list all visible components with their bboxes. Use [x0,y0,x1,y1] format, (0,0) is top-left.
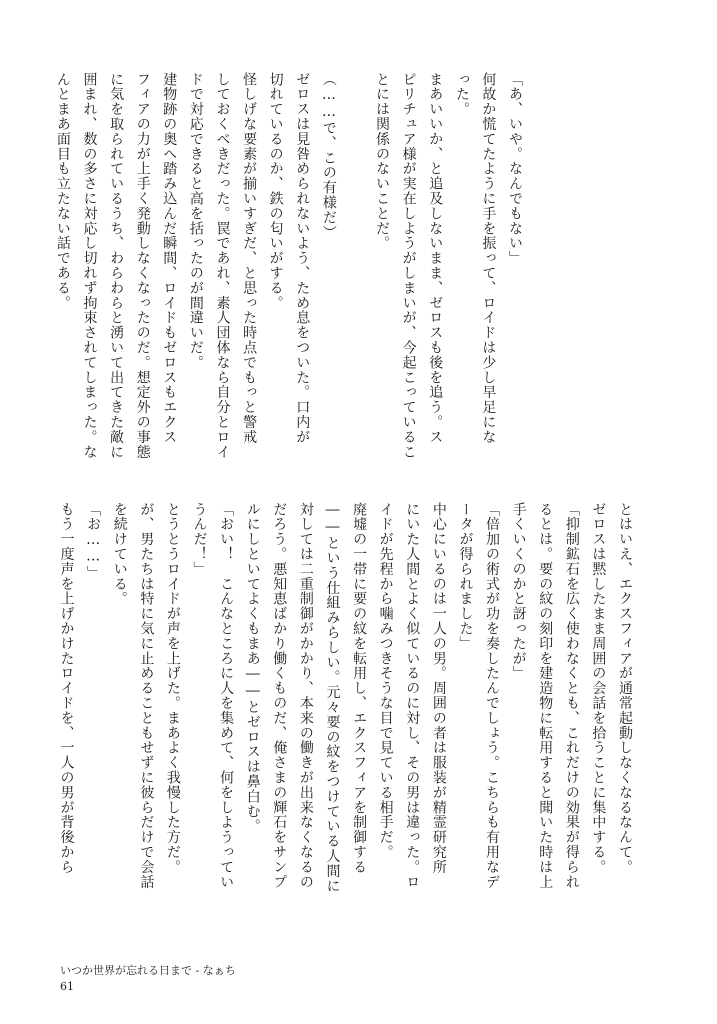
text-column: とうとうロイドが声を上げた。まあよく我慢した方だ。 [164,502,181,875]
text-column: を続けている。 [111,502,128,607]
text-column: ゼロスは黙したまま周囲の会話を拾うことに集中する。 [590,502,607,875]
text-column: （……で、この有様だ） [320,72,337,240]
text-column: だろう。悪知恵ばかり働くものだ、俺さまの輝石をサンプ [271,502,288,890]
text-column: ドで対応できると高を括ったのが間違いだ。 [187,72,204,370]
text-column: ピリチュア様が実在しようがしまいが、今起こっているこ [400,72,417,460]
text-column: 「お……」 [85,502,102,581]
text-column: フィアの力が上手く発動しなくなったのだ。想定外の事態 [134,72,151,460]
text-column: 切れているのか、鉄の匂いがする。 [267,72,284,311]
text-column: 対しては二重制御がかかり、本来の働きが出来なくなるの [297,502,314,890]
text-column [342,72,369,482]
text-column: ルにしといてよくもまあ――とゼロスは鼻白む。 [244,502,261,834]
text-column: 怪しげな要素が揃いすぎだ、と思った時点でもっと警戒 [241,72,258,445]
text-column: 手くいくのかと訝ったが」 [510,502,527,681]
text-column: が、男たちは特に気に止めることもせずに彼らだけで会話 [138,502,155,890]
upper-text-block [54,72,528,482]
text-column: んとまあ面目も立たない話である。 [54,72,71,311]
text-column: とはいえ、エクスフィアが通常起動しなくなるなんて。 [617,502,633,875]
text-column: ゼロスは見咎められないよう、ため息をついた。口内が [294,72,311,445]
text-column: とには関係のないことだ。 [374,72,391,251]
text-column: ――という仕組みらしい。元々要の紋をつけている人間に [324,502,341,894]
text-column: に気を取られているうち、わらわらと湧いて出てきた敵に [108,72,125,460]
text-column: ータが得られました」 [457,502,474,651]
text-column: もう一度声を上げかけたロイドを、一人の男が背後から [58,502,75,875]
text-column: 中心にいるのは一人の男。周囲の者は服装が精霊研究所 [430,502,447,875]
text-column: 「おい！ こんなところに人を集めて、何をしようってい [218,502,235,890]
footer-title: いつか世界が忘れる日まで - なぁち [60,964,236,977]
page-number: 61 [60,980,74,993]
text-column: 廃墟の一帯に要の紋を転用し、エクスフィアを制御する [351,502,368,875]
lower-text-block [58,502,638,912]
text-column: うんだ！」 [191,502,208,577]
text-column: まあいいか、と追及しないまま、ゼロスも後を追う。ス [427,72,444,445]
text-column: 「あ、いや。なんでもない」 [507,72,523,266]
text-column: にいた人間とよく似ているのに対し、その男は違った。ロ [404,502,421,890]
text-column: しておくべきだった。罠であれ、素人団体なら自分とロイ [214,72,231,460]
text-column: 囲まれ、数の多さに対応し切れず拘束されてしまった。な [81,72,98,460]
text-column: るとは。要の紋の刻印を建造物に転用すると聞いた時は上 [537,502,554,890]
text-column: った。 [453,72,470,117]
text-column: イドが先程から噛みつきそうな目で見ている相手だ。 [377,502,394,860]
text-column: 建物跡の奥へ踏み込んだ瞬間、ロイドもゼロスもエクス [161,72,178,445]
text-column: 「倍加の術式が功を奏したんでしょう。こちらも有用なデ [484,502,501,890]
text-column: 「抑制鉱石を広く使わなくとも、これだけの効果が得られ [563,502,580,890]
text-column: 何故か慌てたように手を振って、ロイドは少し早足にな [480,72,497,445]
